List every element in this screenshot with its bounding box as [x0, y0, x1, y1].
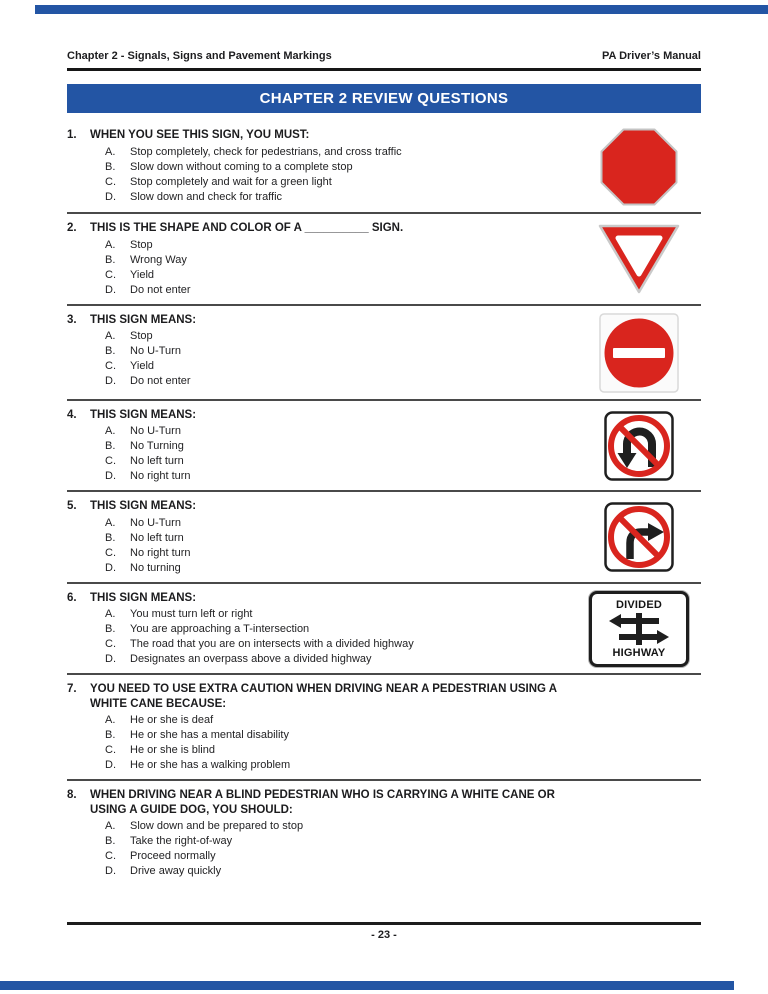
answer-option: C. The road that you are on intersects with a divided highway [105, 638, 414, 650]
question-number: 5. [67, 500, 77, 512]
answer-option: B. No left turn [105, 531, 184, 544]
divided-highway-arrows-icon [607, 613, 671, 645]
answer-option: D. Do not enter [105, 375, 191, 387]
answer-option: A. Stop [105, 238, 153, 251]
question-5 [67, 492, 701, 584]
no-right-turn-sign-icon [577, 502, 701, 572]
question-8 [67, 781, 701, 885]
question-number: 4. [67, 408, 77, 421]
answer-option: C. Proceed normally [105, 850, 216, 862]
question-title: THIS SIGN MEANS: [90, 313, 197, 326]
answer-option: B. You are approaching a T-intersection [105, 623, 310, 635]
question-list [67, 121, 701, 885]
answer-option: B. Slow down without coming to a complete stop [105, 160, 353, 173]
question-number: 1. [67, 129, 77, 141]
question-2 [67, 214, 701, 306]
question-number: 2. [67, 222, 77, 234]
question-title: THIS SIGN MEANS: [90, 500, 197, 512]
question-number: 7. [67, 683, 77, 695]
divided-highway-sign-icon [577, 591, 701, 667]
answer-option: C. He or she is blind [105, 744, 215, 756]
section-banner-title: CHAPTER 2 REVIEW QUESTIONS [259, 90, 509, 107]
answer-option: D. He or she has a walking problem [105, 759, 291, 771]
header-chapter-title: Chapter 2 - Signals, Signs and Pavement Markings [67, 50, 332, 62]
question-title: THIS SIGN MEANS: [90, 591, 197, 604]
section-banner [67, 84, 701, 113]
answer-option: A. Slow down and be prepared to stop [105, 820, 304, 832]
question-4 [67, 401, 701, 493]
answer-option: C. No right turn [105, 546, 191, 559]
answer-option: A. Stop [105, 330, 153, 342]
no-u-turn-sign-icon [577, 411, 701, 481]
answer-option: B. Wrong Way [105, 253, 187, 266]
question-title: WHEN DRIVING NEAR A BLIND PEDESTRIAN WHO IS CARRYING A WHITE CANE OR USING A GUIDE DOG, YOU SHOULD: [90, 789, 555, 816]
question-title: YOU NEED TO USE EXTRA CAUTION WHEN DRIVING NEAR A PEDESTRIAN USING A WHITE CANE BECAUSE: [90, 683, 557, 710]
stop-sign-icon [577, 128, 701, 206]
header-rule [67, 68, 701, 71]
header-manual-title: PA Driver’s Manual [601, 50, 701, 62]
answer-option: A. No U-Turn [105, 516, 181, 529]
question-number: 3. [67, 313, 77, 326]
answer-option: A. Stop completely, check for pedestrians, and cross traffic [105, 145, 402, 158]
highway-label: HIGHWAY [612, 646, 666, 659]
bottom-blue-bar [0, 981, 734, 990]
question-6 [67, 584, 701, 676]
answer-option: D. Drive away quickly [105, 865, 222, 877]
answer-option: A. He or she is deaf [105, 714, 214, 726]
answer-option: C. Yield [105, 360, 155, 372]
question-title: THIS SIGN MEANS: [90, 408, 197, 421]
yield-sign-icon [577, 222, 701, 296]
answer-option: C. Yield [105, 268, 155, 281]
question-1 [67, 121, 701, 214]
answer-option: D. No turning [105, 561, 181, 574]
answer-option: A. You must turn left or right [105, 608, 253, 620]
question-number: 8. [67, 789, 77, 801]
question-number: 6. [67, 591, 77, 604]
question-7 [67, 675, 701, 781]
top-blue-bar [35, 5, 768, 14]
divided-label: DIVIDED [615, 598, 663, 611]
answer-option: C. Stop completely and wait for a green light [105, 175, 332, 188]
answer-option: C. No left turn [105, 455, 184, 467]
answer-option: B. He or she has a mental disability [105, 729, 289, 741]
question-3 [67, 306, 701, 401]
running-header [67, 50, 701, 63]
answer-option: D. Designates an overpass above a divided highway [105, 653, 372, 665]
do-not-enter-sign-icon [577, 313, 701, 393]
answer-option: D. Slow down and check for traffic [105, 190, 283, 203]
answer-option: B. Take the right-of-way [105, 835, 233, 847]
answer-option: D. No right turn [105, 470, 191, 482]
question-title: THIS IS THE SHAPE AND COLOR OF A __________ SIGN. [90, 222, 404, 234]
page-number: - 23 - [371, 929, 397, 941]
answer-option: B. No U-Turn [105, 345, 181, 357]
question-title: WHEN YOU SEE THIS SIGN, YOU MUST: [90, 129, 310, 141]
page-content [67, 50, 701, 885]
footer-rule [67, 922, 701, 925]
answer-option: B. No Turning [105, 440, 184, 452]
answer-option: D. Do not enter [105, 283, 191, 296]
answer-option: A. No U-Turn [105, 425, 181, 437]
